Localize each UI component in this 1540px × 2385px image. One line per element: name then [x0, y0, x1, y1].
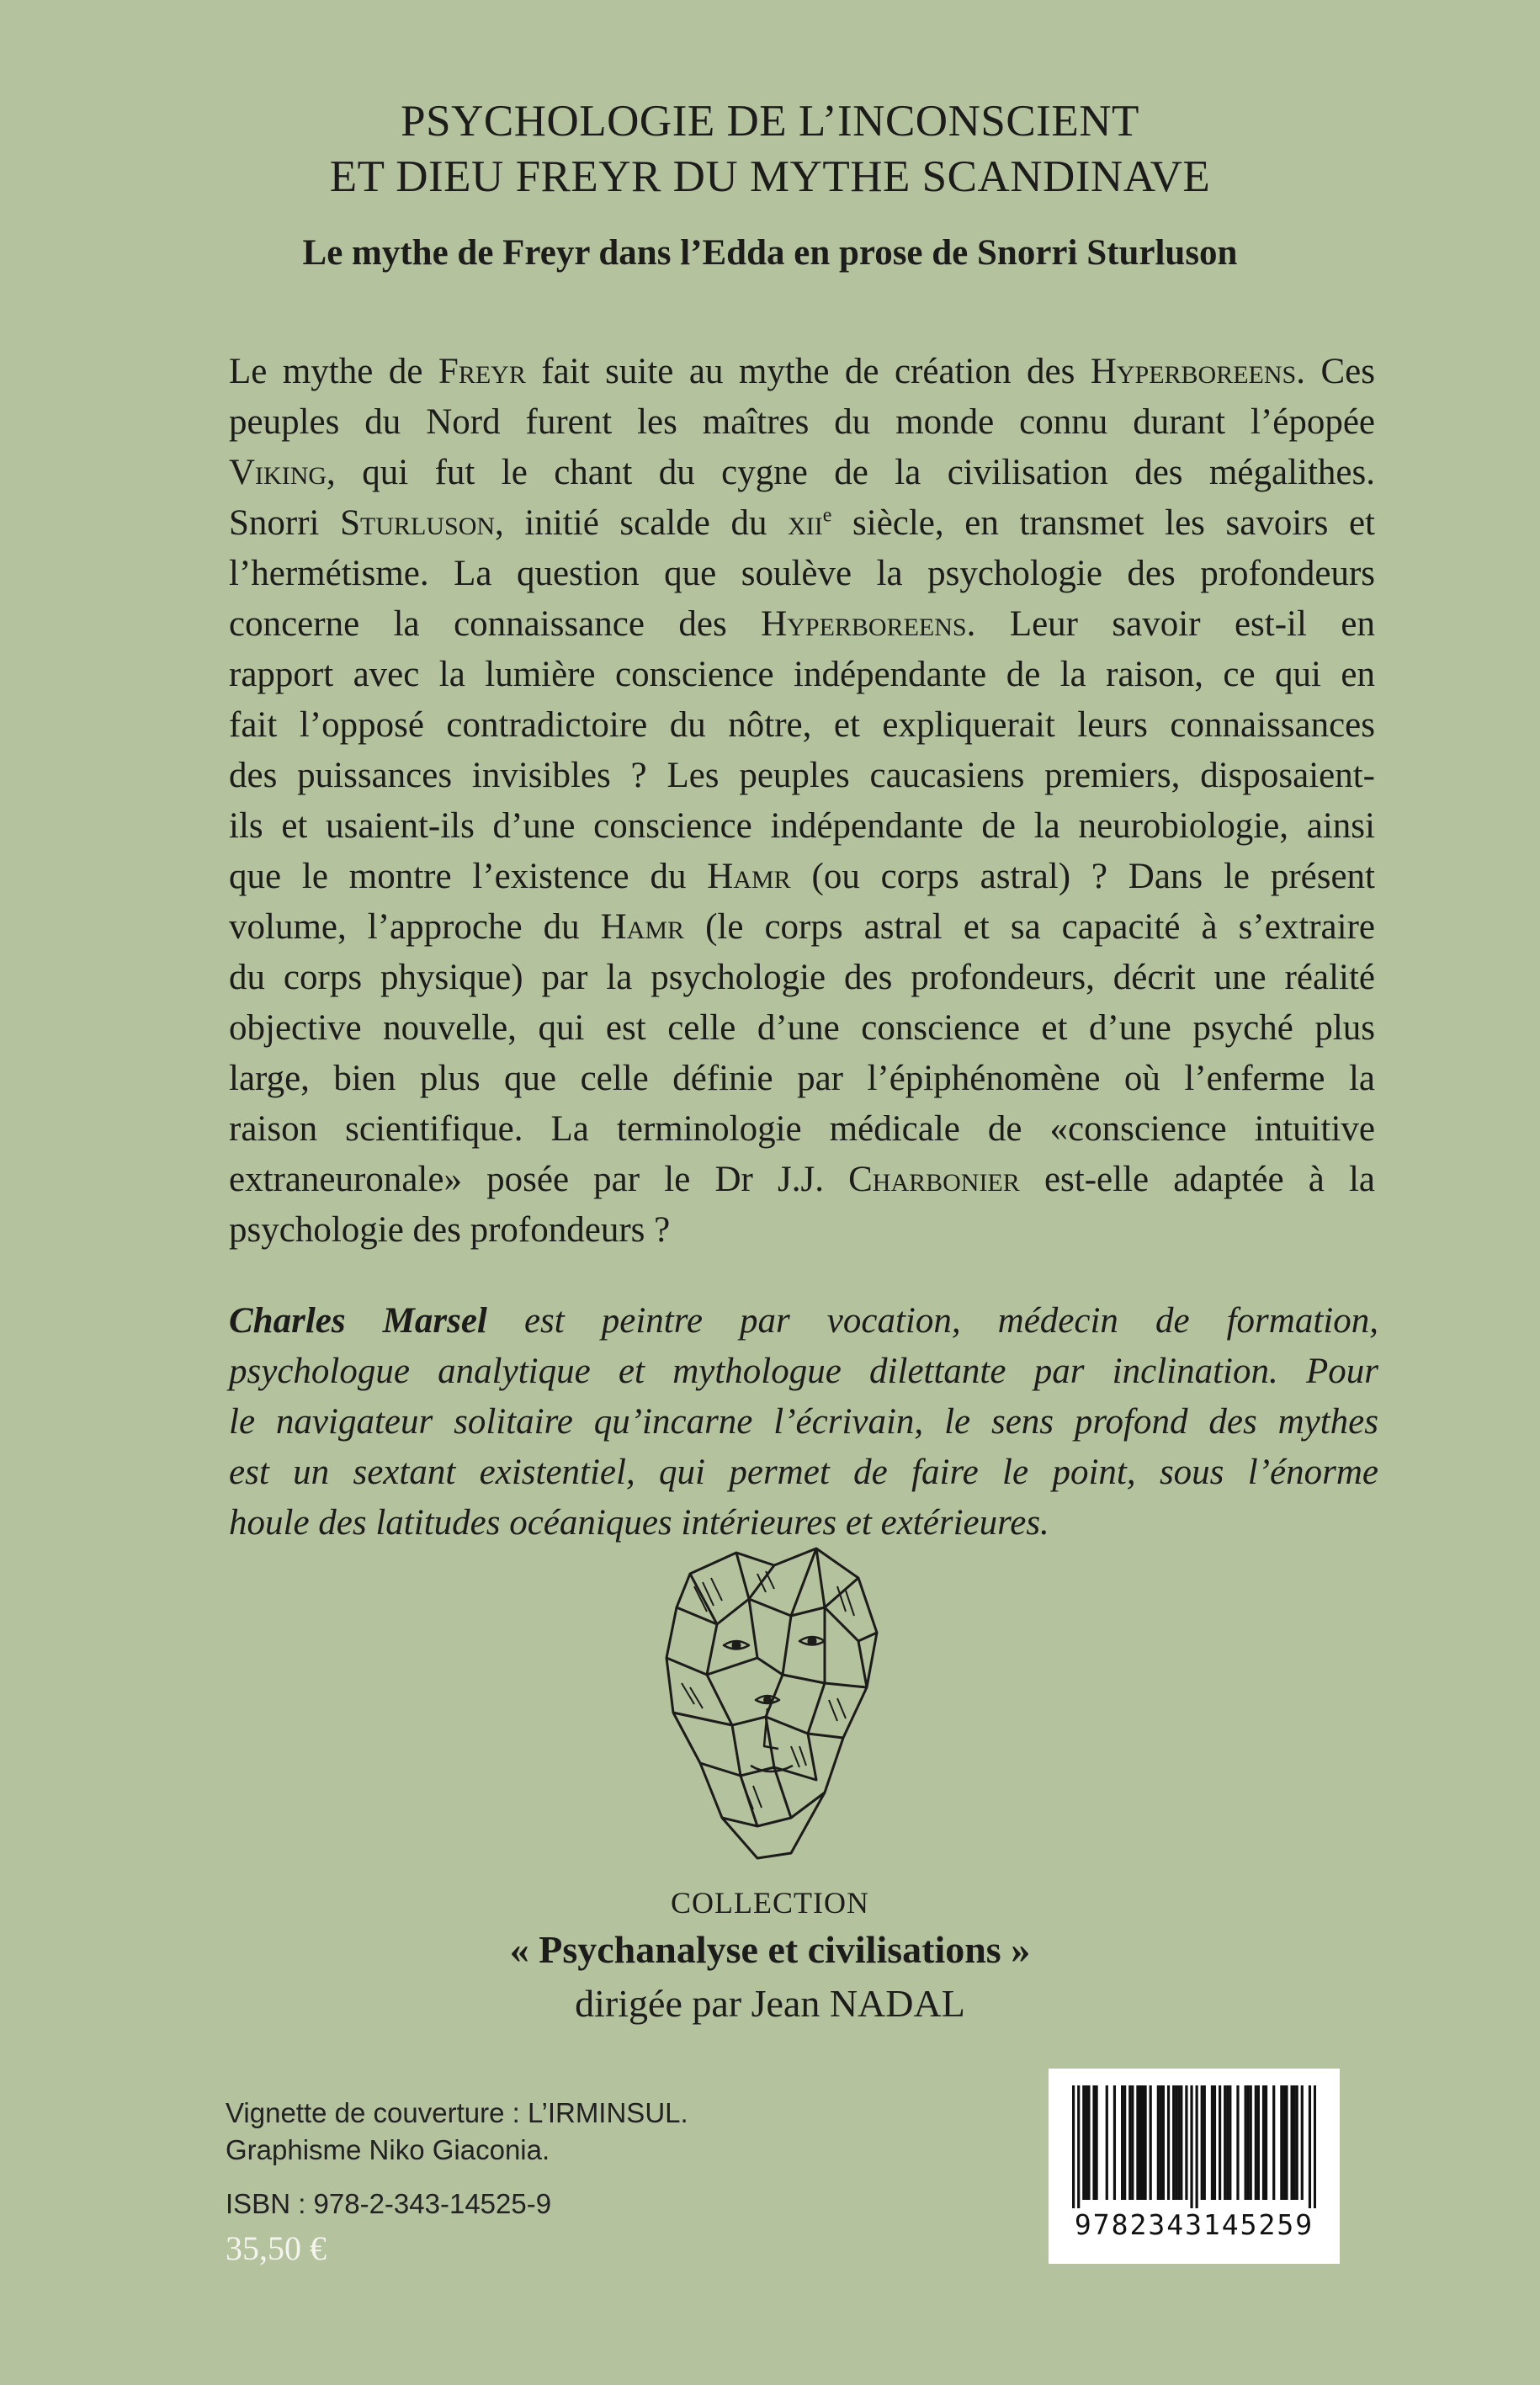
barcode-bar — [1265, 2085, 1267, 2200]
synopsis-line: peuples du Nord furent les maîtres du monde connu durant l’épopée — [229, 402, 1375, 442]
barcode-bar — [1219, 2085, 1221, 2200]
barcode-bar — [1301, 2085, 1304, 2200]
synopsis-line: que le montre l’existence du Hamr (ou corps astral) ? Dans le présent — [229, 857, 1376, 896]
barcode-bar — [1290, 2085, 1293, 2200]
barcode-bar — [1172, 2085, 1175, 2200]
barcode-digits: 9782343145259 — [1074, 2208, 1314, 2241]
barcode-bar — [1139, 2085, 1141, 2200]
barcode-bar — [1245, 2085, 1247, 2200]
barcode-bar — [1250, 2085, 1252, 2200]
synopsis-line: ils et usaient-ils d’une conscience indépendante de la neurobiologie, ainsi — [229, 806, 1375, 846]
barcode-bar — [1296, 2085, 1298, 2200]
barcode — [1049, 2069, 1340, 2264]
synopsis-line: des puissances invisibles ? Les peuples caucasiens premiers, disposaient- — [229, 756, 1375, 795]
barcode-bars — [1072, 2085, 1316, 2208]
barcode-bar — [1190, 2085, 1192, 2208]
title-line-2: ET DIEU FREYR DU MYTHE SCANDINAVE — [329, 152, 1211, 201]
barcode-bar — [1201, 2085, 1203, 2200]
barcode-bar — [1314, 2085, 1316, 2208]
synopsis-line: raison scientifique. La terminologie médicale de «conscience intuitive — [229, 1109, 1375, 1149]
barcode-bar — [1087, 2085, 1090, 2200]
barcode-bar — [1203, 2085, 1206, 2200]
barcode-bar — [1282, 2085, 1285, 2200]
barcode-bar — [1072, 2085, 1075, 2208]
synopsis — [229, 347, 1375, 1256]
barcode-bar — [1180, 2085, 1182, 2200]
synopsis-line: fait l’opposé contradictoire du nôtre, et expliquerait leurs connaissances — [229, 705, 1375, 745]
collection-director: dirigée par Jean NADAL — [575, 1982, 965, 2025]
barcode-bar — [1226, 2085, 1229, 2200]
barcode-bar — [1106, 2085, 1108, 2200]
barcode-bar — [1255, 2085, 1257, 2200]
barcode-bar — [1092, 2085, 1095, 2200]
barcode-bar — [1150, 2085, 1152, 2200]
collection-label: COLLECTION — [671, 1886, 869, 1920]
synopsis-line: psychologie des profondeurs ? — [229, 1210, 671, 1250]
barcode-bar — [1085, 2085, 1087, 2200]
bio-line: houle des latitudes océaniques intérieures et extérieures. — [229, 1503, 1049, 1543]
barcode-bar — [1196, 2085, 1198, 2208]
barcode-bar — [1185, 2085, 1187, 2200]
synopsis-line: Snorri Sturluson, initié scalde du xii$^e$ siècle, en transmet les savoirs et — [229, 503, 1375, 543]
barcode-bar — [1157, 2085, 1160, 2200]
synopsis-line: objective nouvelle, qui est celle d’une conscience et d’une psyché plus — [229, 1008, 1375, 1048]
barcode-bar — [1077, 2085, 1080, 2208]
synopsis-line: volume, l’approche du Hamr (le corps astral et sa capacité à s’extraire — [229, 907, 1375, 947]
synopsis-line: Le mythe de Freyr fait suite au mythe de création des Hyperboreens. Ces — [229, 352, 1375, 391]
synopsis-line: concerne la connaissance des Hyperboreens. Leur savoir est-il en — [229, 604, 1375, 644]
bio-line: le navigateur solitaire qu’incarne l’écrivain, le sens profond des mythes — [229, 1402, 1378, 1442]
barcode-bar — [1262, 2085, 1265, 2200]
synopsis-line: large, bien plus que celle définie par l’épiphénomène où l’enferme la — [229, 1059, 1375, 1098]
barcode-bar — [1131, 2085, 1134, 2200]
author-bio — [229, 1296, 1378, 1548]
barcode-bar — [1095, 2085, 1097, 2200]
barcode-bar — [1082, 2085, 1085, 2200]
barcode-bar — [1257, 2085, 1260, 2200]
barcode-bar — [1211, 2085, 1213, 2200]
barcode-bar — [1160, 2085, 1162, 2200]
bio-line: est un sextant existentiel, qui permet de faire le point, sous l’énorme — [229, 1453, 1378, 1492]
barcode-bar — [1285, 2085, 1288, 2200]
barcode-bar — [1141, 2085, 1144, 2200]
barcode-bar — [1309, 2085, 1311, 2208]
subtitle: Le mythe de Freyr dans l’Edda en prose de Snorri Sturluson — [302, 233, 1238, 273]
barcode-bar — [1167, 2085, 1170, 2200]
collection-name: « Psychanalyse et civilisations » — [509, 1928, 1031, 1971]
synopsis-line: rapport avec la lumière conscience indépendante de la raison, ce qui en — [229, 655, 1375, 694]
barcode-bar — [1121, 2085, 1123, 2200]
title-line-1: PSYCHOLOGIE DE L’INCONSCIENT — [401, 97, 1139, 146]
bio-line: Charles Marsel est peintre par vocation, médecin de formation, — [229, 1301, 1378, 1341]
synopsis-line: l’hermétisme. La question que soulève la psychologie des profondeurs — [229, 554, 1375, 593]
isbn: ISBN : 978-2-343-14525-9 — [226, 2188, 552, 2219]
barcode-bar — [1236, 2085, 1239, 2200]
publisher-emblem-icon — [656, 1540, 892, 1868]
barcode-bar — [1247, 2085, 1250, 2200]
barcode-bar — [1213, 2085, 1216, 2200]
barcode-bar — [1162, 2085, 1165, 2200]
bio-line: psychologue analytique et mythologue dilettante par inclination. Pour — [229, 1352, 1378, 1391]
barcode-bar — [1136, 2085, 1139, 2200]
synopsis-line: du corps physique) par la psychologie des profondeurs, décrit une réalité — [229, 958, 1375, 997]
barcode-bar — [1280, 2085, 1282, 2200]
barcode-bar — [1128, 2085, 1131, 2200]
barcode-bar — [1175, 2085, 1177, 2200]
barcode-bar — [1272, 2085, 1275, 2200]
barcode-bar — [1224, 2085, 1226, 2200]
barcode-bar — [1229, 2085, 1231, 2200]
cover-credit: Vignette de couverture : L’IRMINSUL. — [226, 2097, 688, 2128]
synopsis-line: extraneuronale» posée par le Dr J.J. Charbonier est-elle adaptée à la — [229, 1160, 1375, 1199]
barcode-bar — [1293, 2085, 1296, 2200]
barcode-bar — [1177, 2085, 1180, 2200]
price: 35,50 € — [226, 2229, 327, 2267]
barcode-bar — [1113, 2085, 1116, 2200]
synopsis-line: Viking, qui fut le chant du cygne de la civilisation des mégalithes. — [229, 453, 1375, 492]
barcode-bar — [1123, 2085, 1126, 2200]
barcode-bar — [1144, 2085, 1146, 2200]
graphic-credit: Graphisme Niko Giaconia. — [226, 2134, 550, 2165]
author-name: Charles Marsel — [229, 1301, 487, 1341]
